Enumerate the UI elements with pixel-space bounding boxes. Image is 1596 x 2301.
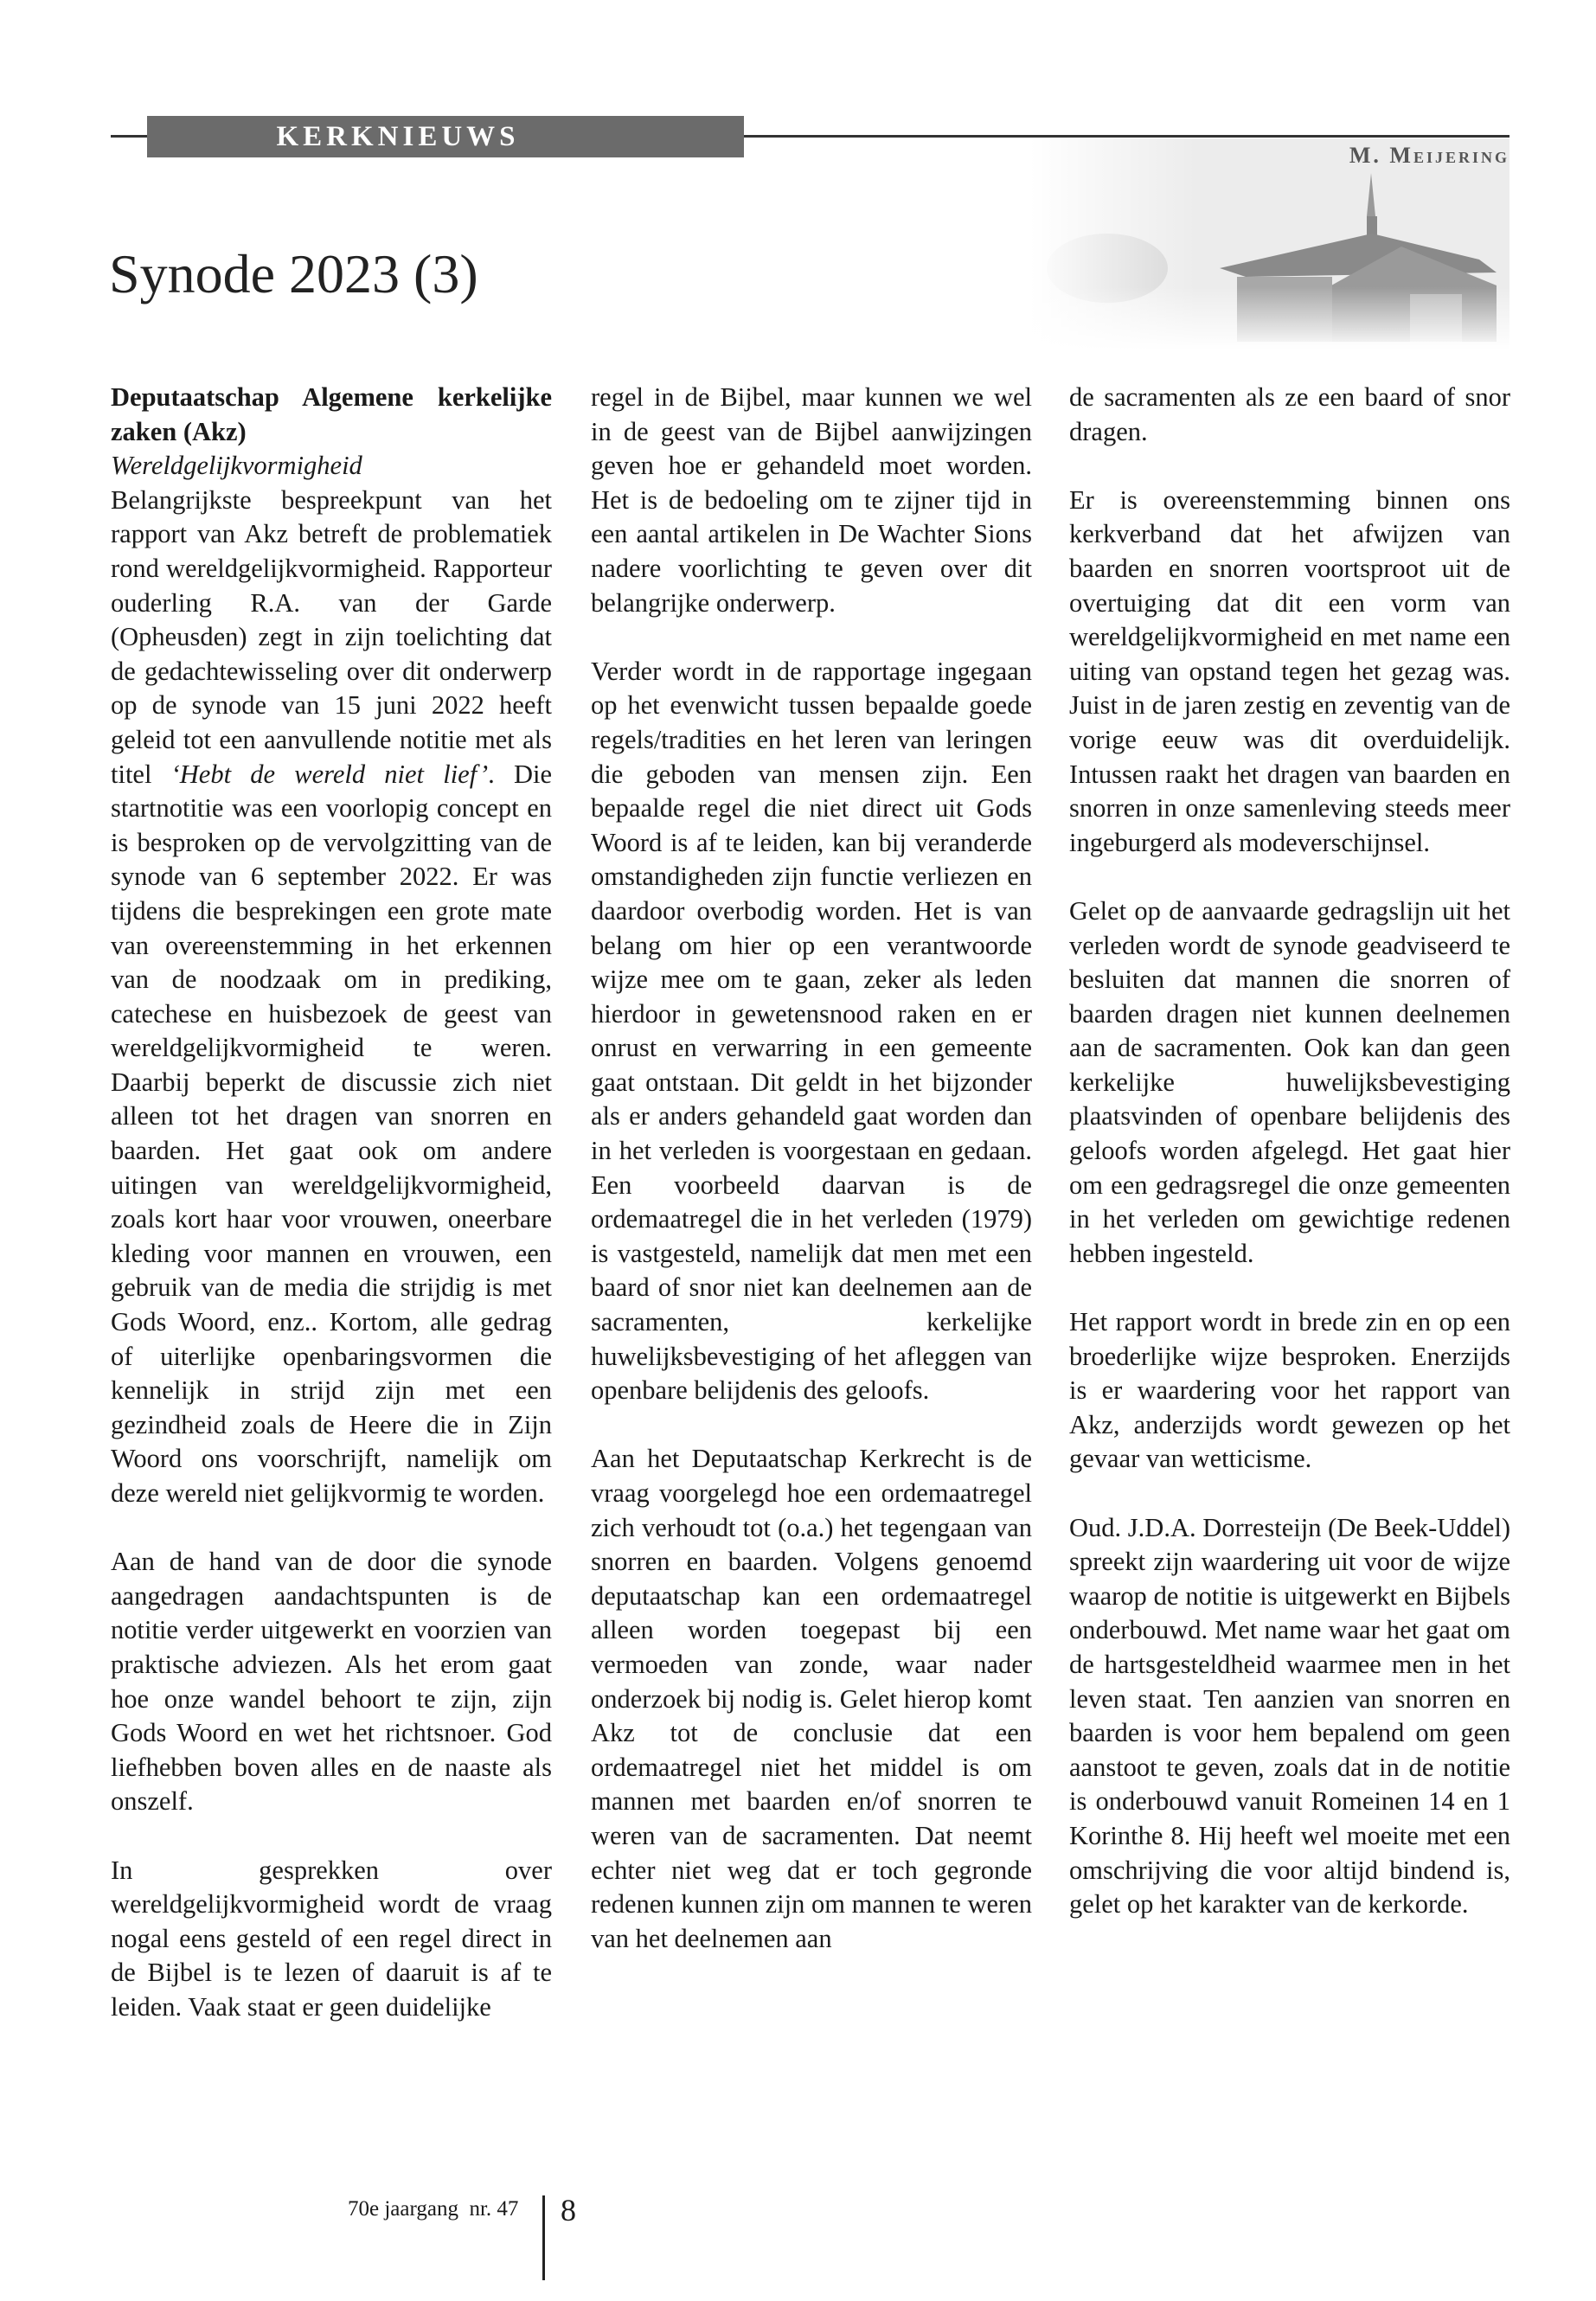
paragraph xyxy=(111,484,552,1511)
footer-divider xyxy=(542,2195,545,2280)
paragraph: regel in de Bijbel, maar kunnen we wel in de geest van de Bijbel aanwijzingen geven hoe er gehandeld moet worden. Het is de bedoeling om te zijner tijd in een aantal artikelen in De Wachter Sions nadere voorlichting te geven over dit belangrijke onderwerp. xyxy=(591,382,1032,618)
article-title: Synode 2023 (3) xyxy=(109,243,478,304)
church-illustration xyxy=(1029,138,1509,350)
author-name: M. Meijering xyxy=(1349,143,1509,168)
page-number: 8 xyxy=(561,2193,576,2227)
paragraph: Oud. J.D.A. Dorresteijn (De Beek-Uddel) spreekt zijn waardering uit voor de wijze waarop de notitie is uitgewerkt en Bijbels onderbouwd. Met name waar het gaat om de hartsgesteldheid waarmee men in het leven staat. Ten aanzien van snorren en baarden is voor hem bepalend om geen aanstoot te geven, zoals dat in de notitie is onderbouwd vanuit Romeinen 14 en 1 Korinthe 8. Hij heeft wel moeite met een omschrijving die voor altijd bindend is, gelet op het karakter van de kerkorde. xyxy=(1069,1512,1510,1920)
column-3 xyxy=(1069,381,1510,1956)
column-1 xyxy=(111,381,552,2059)
text: Belangrijkste bespreekpunt van het rapport van Akz betreft de problematiek rond wereldgelijkvormigheid. Rapporteur ouderling R.A. van der Garde (Opheusden) zegt in zijn toelichting dat de gedachtewisseling over dit onderwerp op de synode van 15 juni 2022 heeft geleid tot een aanvullende notitie met als titel xyxy=(111,484,552,789)
paragraph: Er is overeenstemming binnen ons kerkverband dat het afwijzen van baarden en snorren voortsproot uit de overtuiging dat dit een vorm van wereldgelijkvormigheid en met name een uiting van opstand tegen het gezag was. Juist in de jaren zestig en zeventig van de vorige eeuw was dit overduidelijk. Intussen raakt het dragen van baarden en snorren in onze samenleving steeds meer ingeburgerd als modeverschijnsel. xyxy=(1069,484,1510,857)
paragraph: de sacramenten als ze een baard of snor dragen. xyxy=(1069,382,1510,446)
issue-info: 70e jaargang nr. 47 xyxy=(348,2197,519,2221)
paragraph: Gelet op de aanvaarde gedragslijn uit het verleden wordt de synode geadviseerd te besluiten dat mannen die snorren of baarden dragen niet kunnen deelnemen aan de sacramenten. Ook kan dan geen kerkelijke huwelijksbevestiging plaatsvinden of openbare belijdenis des geloofs worden afgelegd. Het gaat hier om een gedragsregel die onze gemeenten in het verleden om gewichtige redenen hebben ingesteld. xyxy=(1069,895,1510,1268)
paragraph: Het rapport wordt in brede zin en op een broederlijke wijze besproken. Enerzijds is er waardering voor het rapport van Akz, anderzijds wordt gewezen op het gevaar van wetticisme. xyxy=(1069,1307,1510,1474)
text: . Die startnotitie was een voorlopig concept en is besproken op de vervolgzitting van de synode van 6 september 2022. Er was tijdens die besprekingen een grote mate van overeenstemming in het erkennen van de noodzaak om in prediking, catechese en huisbezoek de geest van wereldgelijkvormigheid te weren. Daarbij beperkt de discussie zich niet alleen tot het dragen van snorren en baarden. Het gaat ook om andere uitingen van wereldgelijkvormigheid, zoals kort haar voor vrouwen, oneerbare kleding voor mannen en vrouwen, een gebruik van de media die strijdig is met Gods Woord, enz.. Kortom, alle gedrag of uiterlijke openbaringsvormen die kennelijk in strijd zijn met een gezindheid zoals de Heere die in Zijn Woord ons voorschrijft, namelijk om deze wereld niet gelijkvormig te worden. xyxy=(111,759,552,1508)
section-label-text: KERKNIEUWS xyxy=(276,121,520,152)
section-label xyxy=(147,116,744,157)
quoted-title: ‘Hebt de wereld niet lief’ xyxy=(170,759,489,789)
paragraph: Verder wordt in de rapportage ingegaan op het evenwicht tussen bepaalde goede regels/tradities en het leren van leringen die geboden van mensen zijn. Een bepaalde regel die niet direct uit Gods Woord is af te leiden, kan bij veranderde omstandigheden zijn functie verliezen en daardoor overbodig worden. Het is van belang om hier op een verantwoorde wijze mee om te gaan, zeker als leden hierdoor in gewetensnood raken en er onrust en verwarring in een gemeente gaat ontstaan. Dit geldt in het bijzonder als er anders gehandeld gaat worden dan in het verleden is voorgestaan en gedaan. Een voorbeeld daarvan is de ordemaatregel die in het verleden (1979) is vastgesteld, namelijk dat men met een baard of snor niet kan deelnemen aan de sacramenten, kerkelijke huwelijksbevestiging of het afleggen van openbare belijdenis des geloofs. xyxy=(591,656,1032,1406)
paragraph: Aan de hand van de door die synode aangedragen aandachtspunten is de notitie verder uitgewerkt en voorzien van praktische adviezen. Als het erom gaat hoe onze wandel behoort te zijn, zijn Gods Woord en wet het richtsnoer. God liefhebben boven alles en de naaste als onszelf. xyxy=(111,1547,552,1817)
paragraph: Aan het Deputaatschap Kerkrecht is de vraag voorgelegd hoe een ordemaatregel zich verhoudt tot (o.a.) het tegengaan van snorren en baarden. Volgens genoemd deputaatschap kan een ordemaatregel alleen worden toegepast bij een vermoeden van zonde, waar nader onderzoek bij nodig is. Gelet hierop komt Akz tot de conclusie dat een ordemaatregel niet het middel is om mannen met baarden en/of snorren te weren van de sacramenten. Dat neemt echter niet weg dat er toch gegronde redenen kunnen zijn om mannen te weren van het deelnemen aan xyxy=(591,1444,1032,1953)
article-heading: Deputaatschap Algemene kerkelijke zaken (Akz) xyxy=(111,382,552,446)
column-2 xyxy=(591,381,1032,1990)
paragraph: In gesprekken over wereldgelijkvormigheid wordt de vraag nogal eens gesteld of een regel direct in de Bijbel is te lezen of daaruit is af te leiden. Vaak staat er geen duidelijke xyxy=(111,1855,552,2022)
article-subheading: Wereldgelijkvormigheid xyxy=(111,451,362,481)
